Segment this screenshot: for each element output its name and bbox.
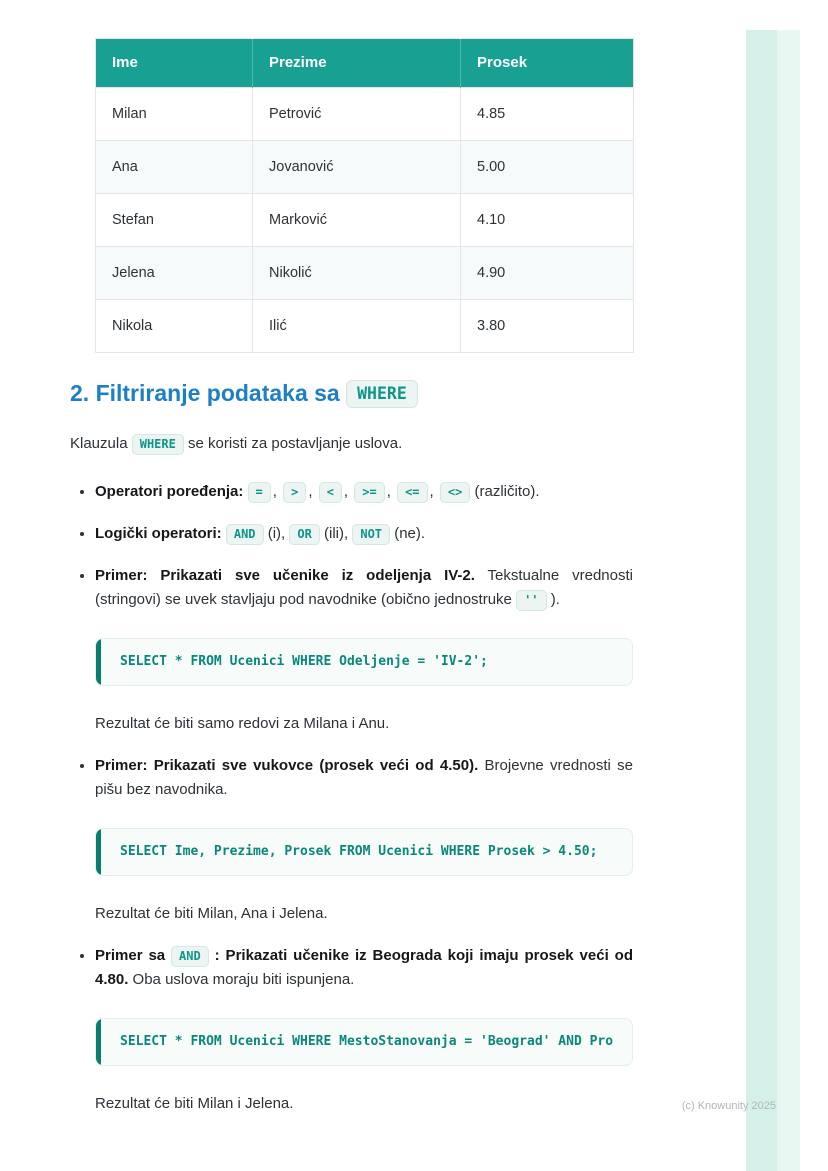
- body-text: ).: [550, 591, 560, 608]
- cell-prosek: 3.80: [461, 300, 634, 353]
- list-item-example-iv2: [95, 564, 633, 736]
- section-title-text: 2. Filtriranje podataka sa: [70, 380, 340, 406]
- col-header-prezime: Prezime: [253, 39, 461, 88]
- body-text: Brojevne vrednosti se pišu bez navodnika.: [95, 757, 633, 798]
- cell-prezime: Ilić: [253, 300, 461, 353]
- cell-ime: Nikola: [96, 300, 253, 353]
- separator: ,: [272, 483, 277, 500]
- cell-ime: Ana: [96, 141, 253, 194]
- note-text: (ne).: [394, 525, 426, 542]
- greater-equal-operator-badge: >=: [354, 482, 384, 503]
- table-row: [96, 88, 634, 141]
- sql-code: SELECT * FROM Ucenici WHERE MestoStanovanja = 'Beograd' AND Pro: [120, 1034, 614, 1049]
- table-row: [96, 300, 634, 353]
- intro-pre-text: Klauzula: [70, 435, 128, 452]
- sql-code: SELECT Ime, Prezime, Prosek FROM Ucenici WHERE Prosek > 4.50;: [120, 844, 598, 859]
- where-inline-badge: WHERE: [132, 434, 184, 455]
- cell-prezime: Nikolić: [253, 247, 461, 300]
- list-item-logical-operators: [95, 522, 633, 546]
- section-heading: [70, 379, 633, 410]
- list-item-example-and: [95, 944, 633, 1116]
- equals-operator-badge: =: [248, 482, 271, 503]
- bold-label: Logički operatori:: [95, 525, 222, 542]
- cell-prosek: 4.90: [461, 247, 634, 300]
- cell-ime: Stefan: [96, 194, 253, 247]
- table-row: [96, 141, 634, 194]
- students-table: [95, 38, 634, 353]
- side-band-light: [777, 30, 800, 1171]
- sql-code-block: [95, 828, 633, 876]
- cell-prezime: Petrović: [253, 88, 461, 141]
- cell-prezime: Jovanović: [253, 141, 461, 194]
- table-header-row: [96, 39, 634, 88]
- less-operator-badge: <: [319, 482, 342, 503]
- col-header-prosek: Prosek: [461, 39, 634, 88]
- cell-prosek: 4.85: [461, 88, 634, 141]
- separator: ,: [308, 483, 313, 500]
- body-text: Tekstualne vrednosti (stringovi) se uvek stavljaju pod navodnike (obično jednostruke: [95, 567, 633, 608]
- list-item-example-prosek: [95, 754, 633, 926]
- bold-label: Primer sa: [95, 947, 166, 964]
- cell-ime: Jelena: [96, 247, 253, 300]
- where-heading-badge: WHERE: [346, 380, 418, 408]
- not-badge: NOT: [352, 524, 390, 545]
- not-equal-operator-badge: <>: [440, 482, 470, 503]
- note-text: (i),: [267, 525, 286, 542]
- intro-post-text: se koristi za postavljanje uslova.: [188, 435, 403, 452]
- note-text: (različito).: [474, 483, 540, 500]
- cell-ime: Milan: [96, 88, 253, 141]
- bold-label: Operatori poređenja:: [95, 483, 244, 500]
- bold-label: Primer: Prikazati sve vukovce (prosek veći od 4.50).: [95, 757, 479, 774]
- intro-paragraph: [70, 432, 633, 456]
- sql-code-block: [95, 638, 633, 686]
- separator: ,: [429, 483, 434, 500]
- sql-code: SELECT * FROM Ucenici WHERE Odeljenje = 'IV-2';: [120, 654, 488, 669]
- quotes-badge: '': [516, 590, 546, 611]
- result-text: Rezultat će biti Milan i Jelena.: [95, 1095, 294, 1112]
- or-badge: OR: [289, 524, 319, 545]
- less-equal-operator-badge: <=: [397, 482, 427, 503]
- and-badge: AND: [226, 524, 264, 545]
- body-text: Oba uslova moraju biti ispunjena.: [132, 971, 355, 988]
- table-row: [96, 194, 634, 247]
- col-header-ime: Ime: [96, 39, 253, 88]
- result-text: Rezultat će biti Milan, Ana i Jelena.: [95, 905, 328, 922]
- cell-prosek: 5.00: [461, 141, 634, 194]
- note-content: [70, 38, 633, 1116]
- result-text: Rezultat će biti samo redovi za Milana i Anu.: [95, 715, 390, 732]
- table-row: [96, 247, 634, 300]
- list-item-comparison-operators: [95, 480, 633, 504]
- bullet-list: [70, 480, 633, 1116]
- cell-prezime: Marković: [253, 194, 461, 247]
- bold-label: Primer: Prikazati sve učenike iz odeljenja IV-2.: [95, 567, 475, 584]
- separator: ,: [386, 483, 391, 500]
- and-badge: AND: [171, 946, 209, 967]
- separator: ,: [343, 483, 349, 500]
- note-text: (ili),: [324, 525, 349, 542]
- sql-code-block: [95, 1018, 633, 1066]
- side-band: [746, 30, 777, 1171]
- greater-operator-badge: >: [283, 482, 306, 503]
- watermark: (c) Knowunity 2025: [681, 1100, 776, 1112]
- cell-prosek: 4.10: [461, 194, 634, 247]
- bold-label: : Prikazati učenike iz Beograda koji imaju prosek veći od 4.80.: [95, 947, 633, 988]
